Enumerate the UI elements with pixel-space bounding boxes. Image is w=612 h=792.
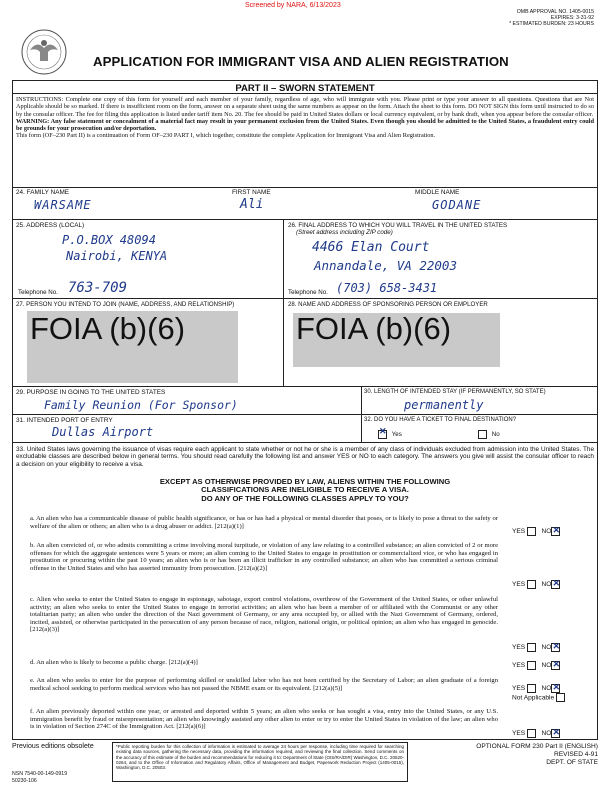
section33-heading: [12, 478, 598, 503]
ticket-yes-option[interactable]: [378, 426, 402, 439]
form-name: OPTIONAL FORM 230 Part II (ENGLISH): [476, 743, 598, 750]
question-d-text: d. An alien who is likely to become a public charge. [212(a)(4)]: [30, 659, 198, 666]
heading-line-1: EXCEPT AS OTHERWISE PROVIDED BY LAW, ALIENS WITHIN THE FOLLOWING: [159, 477, 451, 486]
form-code: 50230-106: [12, 778, 37, 784]
omb-approval: [490, 9, 594, 27]
ticket-label: 32. DO YOU HAVE A TICKET TO FINAL DESTINATION?: [364, 417, 517, 423]
address-line-2[interactable]: Nairobi, KENYA: [66, 249, 168, 263]
heading-line-2: CLASSIFICATIONS ARE INELIGIBLE TO RECEIVE A VISA.: [201, 485, 409, 495]
telephone-value[interactable]: 763-709: [68, 280, 128, 296]
warning-text: WARNING: Any false statement or concealment of a material fact may result in your permanent exclusion from the United States. Even though you should be admitted to the United States, a fraudulent entry could be grounds for your prosecution and/or deportation.: [16, 117, 594, 133]
question-a-yes-checkbox[interactable]: [527, 527, 536, 536]
department: DEPT. OF STATE: [546, 758, 598, 766]
heading-line-3: DO ANY OF THE FOLLOWING CLASSES APPLY TO YOU?: [201, 493, 409, 503]
nsn-number: NSN 7540-00-149-0919: [12, 771, 68, 777]
omb-line-1: OMB APPROVAL NO. 1405-0015: [516, 9, 594, 15]
first-name-value[interactable]: Ali: [240, 197, 264, 212]
ticket-no-option[interactable]: [478, 430, 500, 439]
no-label: NO: [541, 730, 552, 737]
person-join-label: 27. PERSON YOU INTEND TO JOIN (NAME, ADDRESS, AND RELATIONSHIP): [16, 301, 235, 308]
part-heading: PART II – SWORN STATEMENT: [235, 83, 375, 94]
question-b-text: b. An alien convicted of, or who admits committing a crime involving moral turpitude, or violation of any law relating to a controlled substance; an alien convicted of 2 or more offenses for which the aggregate sentences were 5 years or more; an alien coming to the United States to engage in prostitution or commercialized vice, or who has engaged in prostitution or procuring within the past 10 years; an alien who is or has been an illicit trafficker in any controlled substance; an alien who has committed a serious criminal offense in the United States and who has asserted immunity from prosecution. [212(a)(2)]: [30, 542, 498, 572]
redaction-label-2: FOIA (b)(6): [296, 311, 452, 346]
question-f-yes-checkbox[interactable]: [527, 729, 536, 738]
question-b-yes-checkbox[interactable]: [527, 580, 536, 589]
x-mark-icon: ✕: [552, 525, 560, 535]
yes-label: YES: [512, 730, 526, 737]
final-address-sub: (Street address including ZIP code): [296, 229, 393, 236]
x-mark-icon: ✕: [552, 682, 560, 692]
sponsor-label: 28. NAME AND ADDRESS OF SPONSORING PERSON OR EMPLOYER: [288, 301, 488, 308]
purpose-value[interactable]: Family Reunion (For Sponsor): [44, 398, 238, 412]
question-c-text: c. Alien who seeks to enter the United States to engage in espionage, sabotage, export control violations, overthrow of the Government of the United States, or other unlawful activity; an alien who seeks to enter the United States to engage in terrorist activities; an alien who has been a member of or affiliated with the Communist or any other totalitarian party; an alien who under the direction of the Nazi government of Germany, or any area occupied by, or allied with the Nazi Government of Germany, ordered, incited, assisted, or otherwise participated in the persecution of any person because of race, religion, national origin, or political opinion; an alien who has engaged in genocide. [212(a)(3)]: [30, 596, 498, 634]
yes-label: YES: [512, 644, 526, 651]
x-mark-icon: ✕: [552, 727, 560, 737]
omb-line-2: EXPIRES: 3-31-92: [550, 15, 594, 21]
not-applicable-label: Not Applicable: [512, 694, 555, 702]
state-department-seal-icon: [20, 28, 68, 76]
ticket-no-text: No: [491, 431, 500, 439]
length-label: 30. LENGTH OF INTENDED STAY (IF PERMANENTLY, SO STATE): [364, 389, 546, 395]
yes-label: YES: [512, 685, 526, 692]
address-line-1[interactable]: P.O.BOX 48094: [62, 233, 156, 247]
yes-label: YES: [512, 581, 526, 588]
middle-name-label: MIDDLE NAME: [415, 189, 460, 196]
purpose-label: 29. PURPOSE IN GOING TO THE UNITED STATES: [16, 389, 166, 396]
family-name-label: 24. FAMILY NAME: [16, 189, 70, 196]
previous-editions: Previous editions obsolete: [12, 743, 94, 750]
ticket-no-checkbox[interactable]: [478, 430, 487, 439]
final-address-line-2[interactable]: Annandale, VA 22003: [314, 258, 457, 273]
question-f-text: f. An alien previously deported within one year, or arrested and deported within 5 years; an alien who seeks or has sought a visa, entry into the United States, or any U.S. immigration benefit by fraud or misrepresentation; an alien who knowingly assisted any other alien to enter or try to enter the United States in violation of the law; an alien who is in violation of Section 274C of the Immigration Act. [212(a)(6)]: [30, 708, 498, 731]
x-mark-icon: ✕: [552, 659, 560, 669]
optional-form-info: [414, 743, 598, 766]
omb-line-3: * ESTIMATED BURDEN: 23 HOURS: [509, 21, 594, 27]
question-d-yes-checkbox[interactable]: [527, 661, 536, 670]
question-b-answer[interactable]: [512, 578, 560, 589]
continuation-text: This form (OF–230 Part II) is a continuation of Form OF–230 PART I, which together, constitute the complete Application for Immigrant Visa and Alien Registration.: [16, 132, 436, 140]
question-c-yes-checkbox[interactable]: [527, 643, 536, 652]
telephone-label: Telephone No.: [18, 289, 58, 296]
no-label: NO: [541, 528, 552, 535]
middle-name-value[interactable]: GODANE: [432, 198, 482, 212]
no-label: NO: [541, 662, 552, 669]
question-f-answer[interactable]: [512, 727, 560, 738]
final-address-label: 26. FINAL ADDRESS TO WHICH YOU WILL TRAVEL IN THE UNITED STATES: [288, 222, 508, 229]
form-title: APPLICATION FOR IMMIGRANT VISA AND ALIEN REGISTRATION: [93, 54, 509, 69]
first-name-label: FIRST NAME: [232, 189, 271, 196]
question-e-text: e. An alien who seeks to enter for the purpose of performing skilled or unskilled labor who has not been certified by the Secretary of Labor; an alien graduate of a foreign medical school seeking to perform medical services who has not passed the NBME exam or its equivalent. [212(a)(5)]: [30, 677, 498, 692]
yes-label: YES: [512, 528, 526, 535]
question-d-answer[interactable]: [512, 659, 560, 670]
question-a-answer[interactable]: [512, 525, 560, 536]
redaction-label-1: FOIA (b)(6): [30, 311, 186, 346]
section33-intro: 33. United States laws governing the issuance of visas require each applicant to state whether or not he or she is a member of any class of individuals excluded from admission into the United States. The excludable classes are described below in general terms. You should read carefully the following list and answer YES or NO to each category. The answers you give will assist the consular officer to reach a decision on your eligibility to receive a visa.: [16, 446, 594, 468]
question-a-text: a. An alien who has a communicable disease of public health significance, or has or has had a physical or mental disorder that poses, or is likely to pose a threat to the safety or welfare of the alien or others; an alien who is a drug abuser or addict. [212(a)(1)]: [30, 515, 498, 530]
no-label: NO: [541, 644, 552, 651]
instructions-text: INSTRUCTIONS: Complete one copy of this form for yourself and each member of your family, regardless of age, who will immigrate with you. Please print or type your answer to all questions. Questions that are Not Applicable should be so marked. If there is insufficient room on the form, answer on a separate sheet using the same numbers as appear on the form. Attach the sheet to this form. DO NOT SIGN this form until instructed to do so by the consular officer. The fee for filing this application is listed under tariff item No. 20. The fee should be paid in United States dollars or local currency equivalent, or by bank draft, when you appear before the consular officer.: [16, 96, 594, 118]
revised-date: REVISED 4-91: [554, 750, 598, 758]
family-name-value[interactable]: WARSAME: [34, 198, 92, 212]
question-c-answer[interactable]: [512, 641, 560, 652]
ticket-yes-text: Yes: [391, 431, 402, 439]
not-applicable-option[interactable]: [512, 693, 565, 702]
question-e-yes-checkbox[interactable]: [527, 684, 536, 693]
final-address-line-1[interactable]: 4466 Elan Court: [312, 240, 430, 255]
final-telephone-label: Telephone No.: [288, 289, 328, 296]
nara-stamp: Screened by NARA, 6/13/2023: [245, 2, 341, 9]
burden-notice: *Public reporting burden for this collection of information is estimated to average 24 hours per response, including time required for searching existing data sources, gathering the necessary data, providing the information required, and reviewing the final collection. Send comments on the accuracy of this estimate of the burden and recommendations for reducing it to: Department of State (OIS/RA/DIR) Washington, D.C. 20520-0264, and to the Office of Information and Regulatory Affairs, Office of Management and Budget, Paperwork Reduction Project (1405-0015), Washington, D.C. 20503.: [112, 742, 408, 782]
no-label: NO: [541, 581, 552, 588]
x-mark-icon: ✕: [552, 578, 560, 588]
final-telephone-value[interactable]: (703) 658-3431: [336, 281, 438, 295]
yes-label: YES: [512, 662, 526, 669]
not-applicable-checkbox[interactable]: [556, 693, 565, 702]
question-e-answer[interactable]: [512, 682, 560, 693]
length-value[interactable]: permanently: [404, 398, 484, 412]
x-mark-icon: ✕: [552, 641, 560, 651]
ticket-yes-checkbox[interactable]: ✕: [378, 430, 387, 439]
no-label: NO: [541, 685, 552, 692]
address-label: 25. ADDRESS (LOCAL): [16, 222, 85, 229]
instructions-block: [16, 96, 594, 140]
port-label: 31. INTENDED PORT OF ENTRY: [16, 417, 113, 424]
port-value[interactable]: Dullas Airport: [52, 425, 154, 439]
